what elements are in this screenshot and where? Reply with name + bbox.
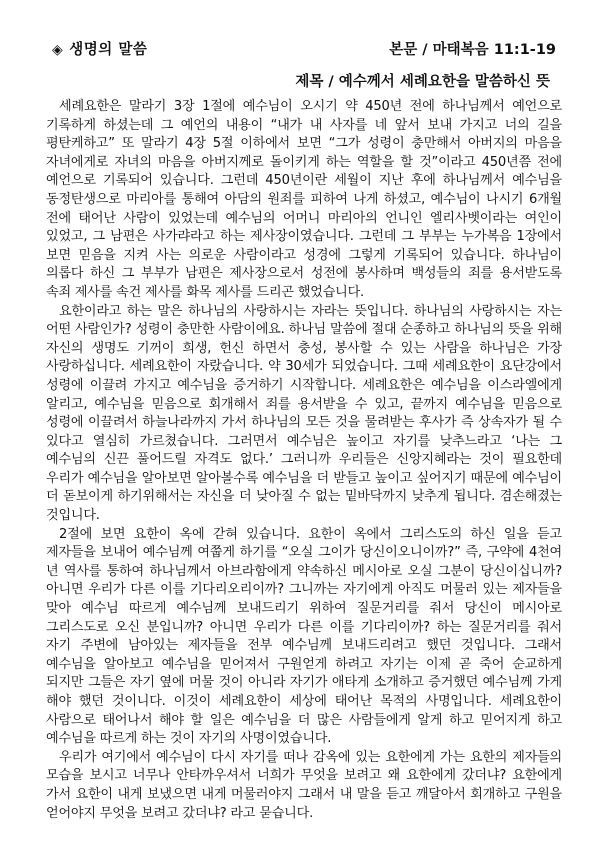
- diamond-bullet-icon: ◈: [52, 42, 64, 58]
- paragraph: 세례요한은 말라기 3장 1절에 예수님이 오시기 약 450년 전에 하나님께서 예언으로 기록하게 하셨는데 그 예언의 내용이 “내가 내 사자를 네 앞서 보내 가지고 너의 길을 평탄케하고” 또 말라기 4장 5절 이하에서 보면 “그가 성령이 충만해서 아버지의 마음을 자녀에게로 자녀의 마음을 아버지께로 돌이키게 하는 역할을 할 것”이라고 450년쯤 전에 예언으로 기록되어 있습니다. 그런데 450년이란 세월이 지난 후에 하나님께서 예수님을 동정탄생으로 마리아를 통해여 아담의 원죄를 피하여 나게 하셨고, 예수님이 나시기 6개월 전에 태어난 사람이 있었는데 예수님의 어머니 마리아의 언니인 엘리사벳이라는 여인이 있었고, 그 남편은 사가랴라고 하는 제사장이였습니다. 그런데 그 부부는 누가복음 1장에서 보면 믿음을 지켜 사는 의로운 사람이라고 성경에 그렇게 기록되어 있습니다. 하나님이 의롭다 하신 그 부부가 남편은 제사장으로서 성전에 봉사하며 백성들의 죄를 용서받도록 속죄 제사를 속건 제사를 화목 제사를 드리곤 했었습니다.: [46, 99, 562, 300]
- paragraph: 우리가 여기에서 예수님이 다시 자기를 떠나 감옥에 있는 요한에게 가는 요한의 제자들의 모습을 보시고 너무나 안타까우셔서 너희가 무엇을 보려고 왜 요한에게 갔더냐? 요한에게 가서 요한이 내게 보냈으면 내게 머물러야지 그래서 내 말을 듣고 깨달아서 회개하고 구원을 얻어야지 무엇을 보려고 갔더냐? 라고 묻습니다.: [46, 749, 562, 821]
- section-title: [52, 38, 147, 59]
- header: [38, 38, 562, 62]
- scripture-reference: 본문 / 마태복음 11:1-19: [389, 42, 556, 58]
- section-title-text: 생명의 말씀: [69, 42, 148, 58]
- paragraph: 2절에 보면 요한이 옥에 갇혀 있습니다. 요한이 옥에서 그리스도의 하신 일을 듣고 제자들을 보내어 예수님께 여쭙게 하기를 “오실 그이가 당신이오니이까?” 즉, 구약에 4천여 년 역사를 통하여 하나님께서 아브라함에게 약속하신 메시아로 오실 그분이 당신이십니까? 아니면 우리가 다른 이를 기다리오리이까? 그니까는 자기에게 아직도 머물러 있는 제자들을 맞아 예수님 따르게 예수님께 보내드리기 위하여 질문거리를 줘서 당신이 메시아로 그리스도로 오신 분입니까? 아니면 우리가 다른 이를 기다리이까? 하는 질문거리를 줘서 자기 주변에 남아있는 제자들을 전부 예수님께 보내드리려고 했던 것입니다. 그래서 예수님을 알아보고 예수님을 믿어져서 구원얻게 하려고 자기는 이제 곧 죽어 순교하게 되지만 그들은 자기 옆에 머물 것이 아니라 자기가 애타게 소개하고 증거했던 예수님께 가게 해야 했던 것이니다. 이것이 세례요한이 세상에 태어난 목적의 사명입니다. 세례요한이 사람으로 태어나서 해야 할 일은 예수님을 더 많은 사람들에게 알게 하고 믿어지게 하고 예수님을 따르게 하는 것이 자기의 사명이였습니다.: [46, 526, 562, 747]
- subject-row: [38, 68, 562, 98]
- sermon-subject: 제목 / 예수께서 세례요한을 말씀하신 뜻: [295, 74, 550, 90]
- paragraph: 요한이라고 하는 말은 하나님의 사랑하시는 자라는 뜻입니다. 하나님의 사랑하시는 자는 어떤 사람인가? 성령이 충만한 사람이에요. 하나님 말씀에 절대 순종하고 하나님의 뜻을 위해 자신의 생명도 기꺼이 희생, 헌신 하면서 충성, 봉사할 수 있는 사람을 하나님은 가장 사랑하십니다. 세례요한이 자랐습니다. 약 30세가 되었습니다. 그때 세례요한이 요단강에서 성령에 이끌려 가지고 예수님을 증거하기 시작합니다. 세례요한은 예수님을 이스라엘에게 알리고, 예수님을 믿음으로 회개해서 죄를 용서받을 수 있고, 끝까지 예수님을 믿음으로 성령에 이끌려서 하늘나라까지 가서 하나님의 모든 것을 물려받는 후사가 즉 상속자가 될 수 있다고 열심히 가르쳤습니다. 그러면서 예수님은 높이고 자기를 낮추느라고 ‘나는 그 예수님의 신끈 풀어드릴 자격도 없다.’ 그러니까 우리들은 신앙지혜라는 것이 필요한데 우리가 예수님을 알아보면 알아볼수록 예수님을 더 받들고 높이고 싶어지기 때문에 예수님이 더 돋보이게 하기위해서는 자신을 더 낮아질 수 없는 밑바닥까지 낮추게 됩니다. 겸손해졌는 것입니다.: [46, 303, 562, 524]
- sermon-body: [38, 98, 562, 823]
